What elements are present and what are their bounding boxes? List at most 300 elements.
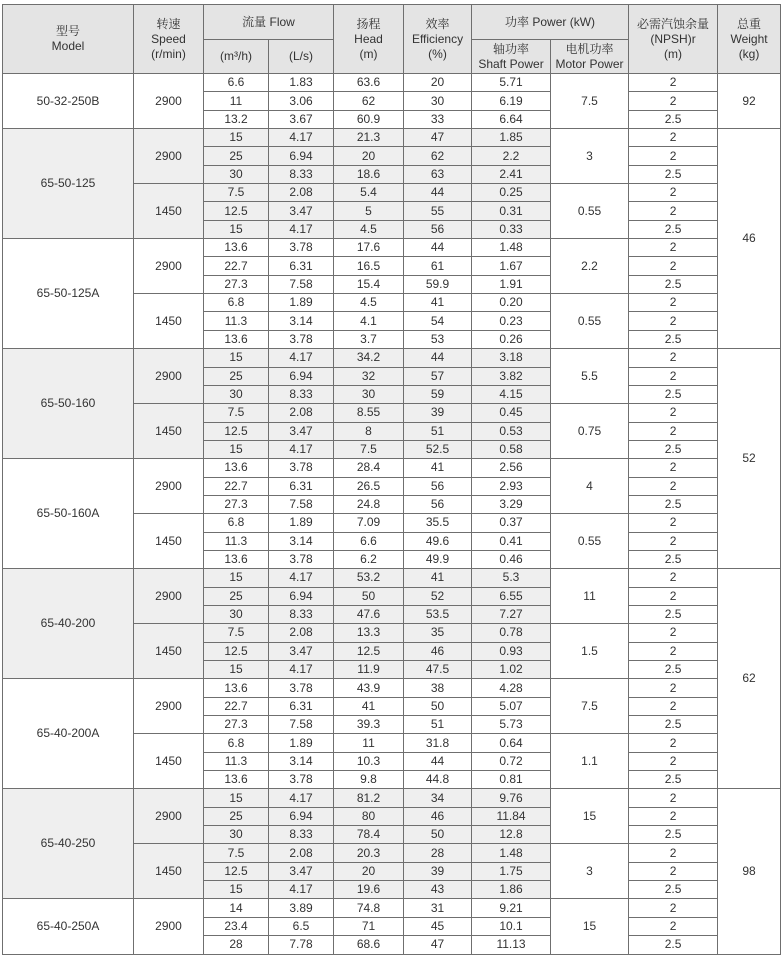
header-flow xyxy=(204,5,334,40)
head-cell: 68.6 xyxy=(334,936,404,954)
flow-m3h-cell: 30 xyxy=(204,605,269,623)
flow-ls-cell: 3.47 xyxy=(269,862,334,880)
efficiency-cell: 49.6 xyxy=(404,532,472,550)
flow-ls-cell: 4.17 xyxy=(269,349,334,367)
weight-cell: 92 xyxy=(718,74,781,129)
head-cell: 5.4 xyxy=(334,184,404,202)
efficiency-cell: 41 xyxy=(404,459,472,477)
motor-power-cell: 0.55 xyxy=(551,294,629,349)
flow-m3h-cell: 11.3 xyxy=(204,752,269,770)
speed-cell: 2900 xyxy=(134,349,204,404)
flow-ls-cell: 6.94 xyxy=(269,147,334,165)
header-npsh-cn: 必需汽蚀余量 xyxy=(637,16,710,31)
flow-ls-cell: 4.17 xyxy=(269,220,334,238)
header-npsh-en: (NPSH)r xyxy=(650,31,696,46)
head-cell: 24.8 xyxy=(334,495,404,513)
head-cell: 71 xyxy=(334,917,404,935)
efficiency-cell: 20 xyxy=(404,74,472,92)
head-cell: 4.1 xyxy=(334,312,404,330)
efficiency-cell: 59.9 xyxy=(404,275,472,293)
flow-ls-cell: 3.78 xyxy=(269,771,334,789)
shaft-power-cell: 0.53 xyxy=(472,422,551,440)
head-cell: 26.5 xyxy=(334,477,404,495)
head-cell: 15.4 xyxy=(334,275,404,293)
head-cell: 43.9 xyxy=(334,679,404,697)
efficiency-cell: 57 xyxy=(404,367,472,385)
model-cell: 65-50-125A xyxy=(3,239,134,349)
flow-m3h-cell: 22.7 xyxy=(204,477,269,495)
speed-cell: 2900 xyxy=(134,679,204,734)
speed-cell: 2900 xyxy=(134,74,204,129)
efficiency-cell: 44.8 xyxy=(404,771,472,789)
flow-m3h-cell: 30 xyxy=(204,826,269,844)
flow-ls-cell: 6.31 xyxy=(269,477,334,495)
head-cell: 47.6 xyxy=(334,605,404,623)
speed-cell: 1450 xyxy=(134,624,204,679)
shaft-power-cell: 0.64 xyxy=(472,734,551,752)
flow-ls-cell: 3.47 xyxy=(269,202,334,220)
head-cell: 7.09 xyxy=(334,514,404,532)
speed-cell: 2900 xyxy=(134,789,204,844)
header-npsh xyxy=(629,5,718,74)
flow-ls-cell: 3.89 xyxy=(269,899,334,917)
head-cell: 9.8 xyxy=(334,771,404,789)
flow-ls-cell: 4.17 xyxy=(269,129,334,147)
shaft-power-cell: 1.86 xyxy=(472,881,551,899)
head-cell: 8.55 xyxy=(334,404,404,422)
speed-cell: 2900 xyxy=(134,569,204,624)
flow-ls-cell: 8.33 xyxy=(269,826,334,844)
npsh-cell: 2.5 xyxy=(629,826,718,844)
flow-ls-cell: 6.31 xyxy=(269,257,334,275)
shaft-power-cell: 0.31 xyxy=(472,202,551,220)
head-cell: 63.6 xyxy=(334,74,404,92)
motor-power-cell: 3 xyxy=(551,844,629,899)
npsh-cell: 2 xyxy=(629,367,718,385)
efficiency-cell: 44 xyxy=(404,752,472,770)
shaft-power-cell: 0.81 xyxy=(472,771,551,789)
flow-m3h-cell: 15 xyxy=(204,440,269,458)
efficiency-cell: 39 xyxy=(404,862,472,880)
npsh-cell: 2.5 xyxy=(629,661,718,679)
header-motor-power-cn: 电机功率 xyxy=(565,41,614,56)
motor-power-cell: 1.1 xyxy=(551,734,629,789)
header-efficiency-en: Efficiency xyxy=(411,31,464,46)
flow-ls-cell: 4.17 xyxy=(269,440,334,458)
header-flow-ls xyxy=(269,40,334,74)
head-cell: 17.6 xyxy=(334,239,404,257)
speed-cell: 1450 xyxy=(134,184,204,239)
table-row xyxy=(3,459,781,477)
npsh-cell: 2 xyxy=(629,917,718,935)
header-flow-ls-label: (L/s) xyxy=(289,49,313,63)
shaft-power-cell: 1.67 xyxy=(472,257,551,275)
flow-ls-cell: 1.83 xyxy=(269,74,334,92)
shaft-power-cell: 3.29 xyxy=(472,495,551,513)
header-speed-cn: 转速 xyxy=(156,16,181,31)
speed-cell: 2900 xyxy=(134,899,204,954)
npsh-cell: 2.5 xyxy=(629,495,718,513)
npsh-cell: 2 xyxy=(629,294,718,312)
npsh-cell: 2 xyxy=(629,202,718,220)
flow-ls-cell: 3.06 xyxy=(269,92,334,110)
head-cell: 80 xyxy=(334,807,404,825)
flow-m3h-cell: 15 xyxy=(204,661,269,679)
table-row xyxy=(3,349,781,367)
flow-m3h-cell: 13.6 xyxy=(204,679,269,697)
flow-m3h-cell: 27.3 xyxy=(204,275,269,293)
efficiency-cell: 35.5 xyxy=(404,514,472,532)
head-cell: 7.5 xyxy=(334,440,404,458)
efficiency-cell: 56 xyxy=(404,220,472,238)
head-cell: 6.6 xyxy=(334,532,404,550)
flow-ls-cell: 3.14 xyxy=(269,312,334,330)
efficiency-cell: 52.5 xyxy=(404,440,472,458)
flow-m3h-cell: 15 xyxy=(204,349,269,367)
shaft-power-cell: 4.15 xyxy=(472,385,551,403)
head-cell: 20 xyxy=(334,862,404,880)
flow-m3h-cell: 11.3 xyxy=(204,312,269,330)
model-cell: 65-50-160 xyxy=(3,349,134,459)
flow-ls-cell: 4.17 xyxy=(269,789,334,807)
flow-ls-cell: 8.33 xyxy=(269,605,334,623)
efficiency-cell: 50 xyxy=(404,826,472,844)
speed-cell: 1450 xyxy=(134,404,204,459)
flow-m3h-cell: 25 xyxy=(204,147,269,165)
model-cell: 65-40-200 xyxy=(3,569,134,679)
shaft-power-cell: 0.45 xyxy=(472,404,551,422)
npsh-cell: 2 xyxy=(629,532,718,550)
efficiency-cell: 53 xyxy=(404,330,472,348)
weight-cell: 62 xyxy=(718,569,781,789)
efficiency-cell: 49.9 xyxy=(404,550,472,568)
flow-ls-cell: 2.08 xyxy=(269,184,334,202)
header-power xyxy=(472,5,629,40)
efficiency-cell: 30 xyxy=(404,92,472,110)
head-cell: 62 xyxy=(334,92,404,110)
table-row xyxy=(3,74,781,92)
flow-m3h-cell: 13.6 xyxy=(204,550,269,568)
flow-ls-cell: 1.89 xyxy=(269,514,334,532)
shaft-power-cell: 0.26 xyxy=(472,330,551,348)
speed-cell: 1450 xyxy=(134,844,204,899)
motor-power-cell: 4 xyxy=(551,459,629,514)
head-cell: 53.2 xyxy=(334,569,404,587)
flow-m3h-cell: 23.4 xyxy=(204,917,269,935)
efficiency-cell: 46 xyxy=(404,642,472,660)
header-motor-power-en: Motor Power xyxy=(555,56,624,71)
head-cell: 78.4 xyxy=(334,826,404,844)
npsh-cell: 2.5 xyxy=(629,220,718,238)
shaft-power-cell: 11.84 xyxy=(472,807,551,825)
shaft-power-cell: 3.82 xyxy=(472,367,551,385)
efficiency-cell: 56 xyxy=(404,477,472,495)
flow-m3h-cell: 15 xyxy=(204,129,269,147)
flow-m3h-cell: 12.5 xyxy=(204,862,269,880)
flow-ls-cell: 4.17 xyxy=(269,661,334,679)
npsh-cell: 2.5 xyxy=(629,440,718,458)
speed-cell: 1450 xyxy=(134,734,204,789)
motor-power-cell: 1.5 xyxy=(551,624,629,679)
flow-m3h-cell: 15 xyxy=(204,569,269,587)
head-cell: 12.5 xyxy=(334,642,404,660)
shaft-power-cell: 1.75 xyxy=(472,862,551,880)
efficiency-cell: 51 xyxy=(404,422,472,440)
pump-performance-table xyxy=(2,4,781,955)
header-flow-m3h-label: (m³/h) xyxy=(220,49,252,63)
efficiency-cell: 47 xyxy=(404,936,472,954)
flow-ls-cell: 8.33 xyxy=(269,385,334,403)
motor-power-cell: 0.75 xyxy=(551,404,629,459)
npsh-cell: 2.5 xyxy=(629,110,718,128)
head-cell: 11.9 xyxy=(334,661,404,679)
flow-ls-cell: 8.33 xyxy=(269,165,334,183)
efficiency-cell: 56 xyxy=(404,495,472,513)
npsh-cell: 2 xyxy=(629,642,718,660)
head-cell: 20 xyxy=(334,147,404,165)
flow-m3h-cell: 15 xyxy=(204,220,269,238)
efficiency-cell: 54 xyxy=(404,312,472,330)
header-model-en: Model xyxy=(51,39,85,53)
flow-m3h-cell: 11.3 xyxy=(204,532,269,550)
npsh-cell: 2 xyxy=(629,147,718,165)
shaft-power-cell: 7.27 xyxy=(472,605,551,623)
shaft-power-cell: 9.76 xyxy=(472,789,551,807)
header-weight-en: Weight xyxy=(730,31,768,46)
npsh-cell: 2.5 xyxy=(629,605,718,623)
npsh-cell: 2 xyxy=(629,459,718,477)
shaft-power-cell: 2.56 xyxy=(472,459,551,477)
head-cell: 28.4 xyxy=(334,459,404,477)
flow-m3h-cell: 13.6 xyxy=(204,459,269,477)
npsh-cell: 2 xyxy=(629,697,718,715)
efficiency-cell: 41 xyxy=(404,569,472,587)
head-cell: 30 xyxy=(334,385,404,403)
flow-m3h-cell: 30 xyxy=(204,385,269,403)
weight-cell: 98 xyxy=(718,789,781,954)
flow-m3h-cell: 7.5 xyxy=(204,844,269,862)
head-cell: 13.3 xyxy=(334,624,404,642)
model-cell: 50-32-250B xyxy=(3,74,134,129)
efficiency-cell: 39 xyxy=(404,404,472,422)
shaft-power-cell: 11.13 xyxy=(472,936,551,954)
model-cell: 65-40-250 xyxy=(3,789,134,899)
flow-m3h-cell: 12.5 xyxy=(204,642,269,660)
shaft-power-cell: 2.2 xyxy=(472,147,551,165)
efficiency-cell: 52 xyxy=(404,587,472,605)
efficiency-cell: 31 xyxy=(404,899,472,917)
header-model xyxy=(3,5,134,74)
head-cell: 50 xyxy=(334,587,404,605)
shaft-power-cell: 2.93 xyxy=(472,477,551,495)
header-flow-label: 流量 Flow xyxy=(242,14,295,29)
flow-m3h-cell: 12.5 xyxy=(204,202,269,220)
shaft-power-cell: 3.18 xyxy=(472,349,551,367)
npsh-cell: 2 xyxy=(629,422,718,440)
flow-m3h-cell: 7.5 xyxy=(204,624,269,642)
model-cell: 65-50-160A xyxy=(3,459,134,569)
efficiency-cell: 44 xyxy=(404,349,472,367)
motor-power-cell: 5.5 xyxy=(551,349,629,404)
header-weight xyxy=(718,5,781,74)
shaft-power-cell: 0.37 xyxy=(472,514,551,532)
shaft-power-cell: 10.1 xyxy=(472,917,551,935)
flow-ls-cell: 3.78 xyxy=(269,459,334,477)
efficiency-cell: 50 xyxy=(404,697,472,715)
efficiency-cell: 53.5 xyxy=(404,605,472,623)
shaft-power-cell: 1.48 xyxy=(472,844,551,862)
efficiency-cell: 47.5 xyxy=(404,661,472,679)
head-cell: 74.8 xyxy=(334,899,404,917)
header-power-label: 功率 Power (kW) xyxy=(505,14,596,29)
flow-m3h-cell: 12.5 xyxy=(204,422,269,440)
flow-ls-cell: 1.89 xyxy=(269,734,334,752)
flow-ls-cell: 7.58 xyxy=(269,716,334,734)
motor-power-cell: 2.2 xyxy=(551,239,629,294)
flow-ls-cell: 2.08 xyxy=(269,404,334,422)
speed-cell: 2900 xyxy=(134,459,204,514)
flow-m3h-cell: 27.3 xyxy=(204,495,269,513)
header-head-unit: (m) xyxy=(359,46,378,61)
table-body xyxy=(3,74,781,955)
efficiency-cell: 35 xyxy=(404,624,472,642)
shaft-power-cell: 5.07 xyxy=(472,697,551,715)
shaft-power-cell: 12.8 xyxy=(472,826,551,844)
motor-power-cell: 11 xyxy=(551,569,629,624)
table-header xyxy=(3,5,781,74)
speed-cell: 1450 xyxy=(134,294,204,349)
npsh-cell: 2.5 xyxy=(629,771,718,789)
flow-ls-cell: 2.08 xyxy=(269,624,334,642)
npsh-cell: 2.5 xyxy=(629,881,718,899)
flow-ls-cell: 6.94 xyxy=(269,587,334,605)
flow-m3h-cell: 15 xyxy=(204,881,269,899)
table-row xyxy=(3,239,781,257)
flow-m3h-cell: 6.6 xyxy=(204,74,269,92)
npsh-cell: 2 xyxy=(629,807,718,825)
head-cell: 5 xyxy=(334,202,404,220)
flow-ls-cell: 4.17 xyxy=(269,569,334,587)
npsh-cell: 2 xyxy=(629,74,718,92)
npsh-cell: 2 xyxy=(629,789,718,807)
npsh-cell: 2 xyxy=(629,257,718,275)
npsh-cell: 2 xyxy=(629,587,718,605)
shaft-power-cell: 0.20 xyxy=(472,294,551,312)
npsh-cell: 2.5 xyxy=(629,716,718,734)
flow-ls-cell: 2.08 xyxy=(269,844,334,862)
npsh-cell: 2.5 xyxy=(629,275,718,293)
header-head xyxy=(334,5,404,74)
efficiency-cell: 31.8 xyxy=(404,734,472,752)
motor-power-cell: 7.5 xyxy=(551,679,629,734)
head-cell: 19.6 xyxy=(334,881,404,899)
shaft-power-cell: 9.21 xyxy=(472,899,551,917)
shaft-power-cell: 4.28 xyxy=(472,679,551,697)
flow-m3h-cell: 30 xyxy=(204,165,269,183)
head-cell: 60.9 xyxy=(334,110,404,128)
shaft-power-cell: 0.46 xyxy=(472,550,551,568)
model-cell: 65-40-250A xyxy=(3,899,134,954)
npsh-cell: 2 xyxy=(629,239,718,257)
flow-ls-cell: 6.5 xyxy=(269,917,334,935)
flow-m3h-cell: 13.6 xyxy=(204,239,269,257)
head-cell: 16.5 xyxy=(334,257,404,275)
header-efficiency xyxy=(404,5,472,74)
header-npsh-unit: (m) xyxy=(664,46,683,61)
shaft-power-cell: 0.58 xyxy=(472,440,551,458)
efficiency-cell: 44 xyxy=(404,184,472,202)
weight-cell: 46 xyxy=(718,129,781,349)
efficiency-cell: 38 xyxy=(404,679,472,697)
motor-power-cell: 0.55 xyxy=(551,184,629,239)
header-weight-cn: 总重 xyxy=(737,16,762,31)
flow-ls-cell: 3.78 xyxy=(269,239,334,257)
motor-power-cell: 3 xyxy=(551,129,629,184)
speed-cell: 2900 xyxy=(134,129,204,184)
header-shaft-power xyxy=(472,40,551,74)
npsh-cell: 2 xyxy=(629,734,718,752)
shaft-power-cell: 5.71 xyxy=(472,74,551,92)
flow-m3h-cell: 25 xyxy=(204,587,269,605)
shaft-power-cell: 6.55 xyxy=(472,587,551,605)
header-speed xyxy=(134,5,204,74)
header-efficiency-cn: 效率 xyxy=(425,16,450,31)
header-efficiency-unit: (%) xyxy=(428,46,447,61)
npsh-cell: 2.5 xyxy=(629,330,718,348)
efficiency-cell: 51 xyxy=(404,716,472,734)
head-cell: 32 xyxy=(334,367,404,385)
flow-m3h-cell: 28 xyxy=(204,936,269,954)
flow-ls-cell: 6.94 xyxy=(269,367,334,385)
flow-ls-cell: 3.14 xyxy=(269,752,334,770)
head-cell: 4.5 xyxy=(334,294,404,312)
header-flow-m3h xyxy=(204,40,269,74)
npsh-cell: 2 xyxy=(629,752,718,770)
head-cell: 81.2 xyxy=(334,789,404,807)
motor-power-cell: 7.5 xyxy=(551,74,629,129)
motor-power-cell: 0.55 xyxy=(551,514,629,569)
efficiency-cell: 61 xyxy=(404,257,472,275)
flow-m3h-cell: 25 xyxy=(204,807,269,825)
efficiency-cell: 45 xyxy=(404,917,472,935)
efficiency-cell: 55 xyxy=(404,202,472,220)
efficiency-cell: 28 xyxy=(404,844,472,862)
shaft-power-cell: 1.02 xyxy=(472,661,551,679)
header-head-en: Head xyxy=(354,31,383,46)
head-cell: 11 xyxy=(334,734,404,752)
shaft-power-cell: 5.3 xyxy=(472,569,551,587)
flow-m3h-cell: 13.6 xyxy=(204,771,269,789)
flow-ls-cell: 6.31 xyxy=(269,697,334,715)
head-cell: 20.3 xyxy=(334,844,404,862)
flow-ls-cell: 3.14 xyxy=(269,532,334,550)
npsh-cell: 2 xyxy=(629,184,718,202)
flow-ls-cell: 3.47 xyxy=(269,642,334,660)
head-cell: 41 xyxy=(334,697,404,715)
npsh-cell: 2 xyxy=(629,844,718,862)
flow-m3h-cell: 6.8 xyxy=(204,734,269,752)
npsh-cell: 2 xyxy=(629,514,718,532)
flow-ls-cell: 6.94 xyxy=(269,807,334,825)
flow-m3h-cell: 15 xyxy=(204,789,269,807)
efficiency-cell: 46 xyxy=(404,807,472,825)
head-cell: 18.6 xyxy=(334,165,404,183)
flow-m3h-cell: 27.3 xyxy=(204,716,269,734)
shaft-power-cell: 0.78 xyxy=(472,624,551,642)
flow-m3h-cell: 14 xyxy=(204,899,269,917)
weight-cell: 52 xyxy=(718,349,781,569)
npsh-cell: 2 xyxy=(629,477,718,495)
